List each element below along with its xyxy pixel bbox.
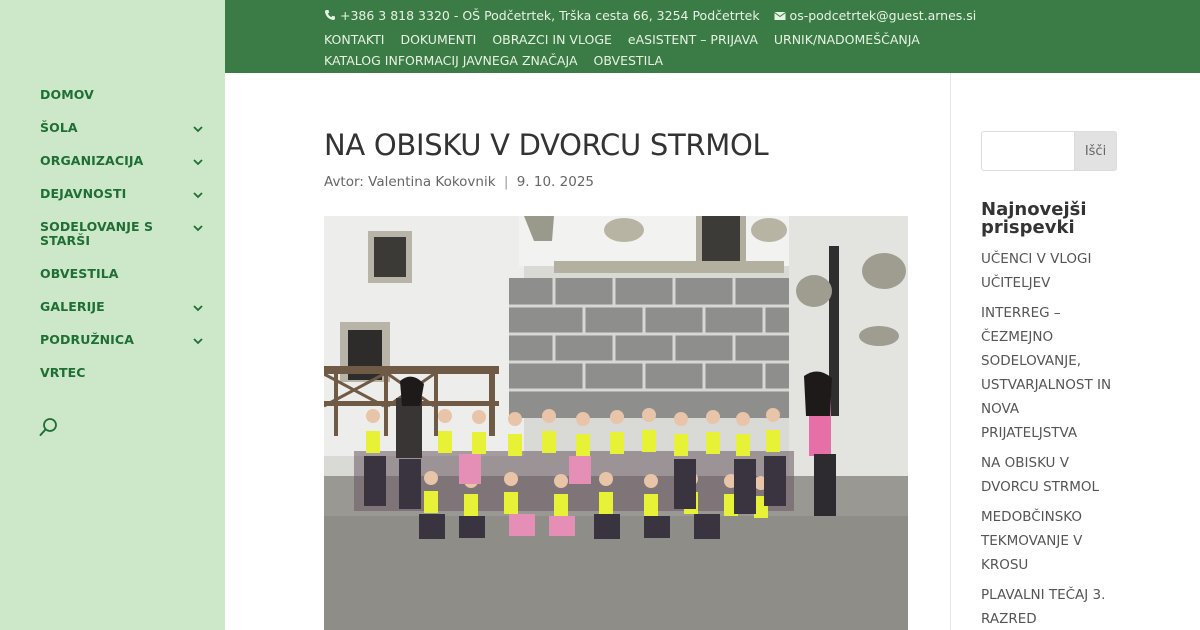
group-photo-illustration xyxy=(324,216,908,630)
recent-post-link[interactable]: INTERREG – ČEZMEJNO SODELOVANJE, USTVARJALNOST IN NOVA PRIJATELJSTVA xyxy=(981,305,1112,441)
search-input[interactable] xyxy=(981,131,1076,171)
nav-item-obvestila[interactable] xyxy=(40,267,215,300)
recent-post-link[interactable]: NA OBISKU V DVORCU STRMOL xyxy=(981,455,1100,495)
contact-email-text: os-podcetrtek@guest.arnes.si xyxy=(789,8,977,23)
main-nav xyxy=(40,88,215,399)
chevron-down-icon[interactable] xyxy=(192,303,204,313)
main-content xyxy=(225,73,950,630)
chevron-down-icon[interactable] xyxy=(192,223,204,233)
top-link-katalog[interactable]: KATALOG INFORMACIJ JAVNEGA ZNAČAJA xyxy=(324,53,578,68)
search-icon[interactable] xyxy=(38,416,60,438)
envelope-icon xyxy=(774,11,786,21)
recent-posts-list xyxy=(981,247,1116,630)
search-button[interactable]: Išči xyxy=(1074,131,1117,171)
author-prefix: Avtor: xyxy=(324,174,364,190)
contact-info xyxy=(324,8,976,23)
recent-posts-heading: Najnovejši prispevki xyxy=(981,199,1087,238)
top-link-urnik[interactable]: URNIK/NADOMEŠČANJA xyxy=(773,32,920,47)
nav-item-galerije[interactable] xyxy=(40,300,215,333)
post-title: NA OBISKU V DVORCU STRMOL xyxy=(324,128,769,162)
nav-item-label: ORGANIZACIJA xyxy=(40,153,144,168)
nav-item-podruznica[interactable] xyxy=(40,333,215,366)
top-header xyxy=(225,0,1200,73)
chevron-down-icon[interactable] xyxy=(192,190,204,200)
top-link-easistent[interactable]: eASISTENT – PRIJAVA xyxy=(627,32,758,47)
chevron-down-icon[interactable] xyxy=(192,336,204,346)
top-link-obrazci[interactable]: OBRAZCI IN VLOGE xyxy=(492,32,612,47)
post-meta xyxy=(324,174,594,190)
top-nav xyxy=(324,29,964,71)
nav-item-sola[interactable] xyxy=(40,121,215,154)
top-link-kontakti[interactable]: KONTAKTI xyxy=(324,32,385,47)
nav-item-label: ŠOLA xyxy=(40,120,78,135)
chevron-down-icon[interactable] xyxy=(192,124,204,134)
nav-item-label: OBVESTILA xyxy=(40,266,119,281)
recent-post-link[interactable]: PLAVALNI TEČAJ 3. RAZRED xyxy=(981,587,1106,627)
contact-phone-text: +386 3 818 3320 - OŠ Podčetrtek, Trška cesta 66, 3254 Podčetrtek xyxy=(339,8,760,23)
nav-item-label: PODRUŽNICA xyxy=(40,332,134,347)
nav-item-label: GALERIJE xyxy=(40,299,105,314)
nav-item-organizacija[interactable] xyxy=(40,154,215,187)
nav-item-label: VRTEC xyxy=(40,365,86,380)
recent-post-link[interactable]: UČENCI V VLOGI UČITELJEV xyxy=(981,251,1092,291)
nav-item-label: SODELOVANJE S STARŠI xyxy=(40,219,154,248)
chevron-down-icon[interactable] xyxy=(192,157,204,167)
top-link-dokumenti[interactable]: DOKUMENTI xyxy=(400,32,477,47)
author-link[interactable]: Valentina Kokovnik xyxy=(368,174,496,190)
recent-post-link[interactable]: MEDOBČINSKO TEKMOVANJE V KROSU xyxy=(981,509,1083,573)
nav-item-vrtec[interactable] xyxy=(40,366,215,399)
nav-item-dejavnosti[interactable] xyxy=(40,187,215,220)
nav-item-sodelovanje[interactable] xyxy=(40,220,215,267)
nav-item-domov[interactable] xyxy=(40,88,215,121)
meta-separator: | xyxy=(503,174,509,190)
phone-icon xyxy=(324,9,336,21)
post-featured-image[interactable] xyxy=(324,216,908,630)
post-date: 9. 10. 2025 xyxy=(516,174,594,190)
contact-email[interactable] xyxy=(774,8,977,23)
top-link-obvestila[interactable]: OBVESTILA xyxy=(593,53,664,68)
left-sidebar xyxy=(0,0,225,630)
nav-item-label: DEJAVNOSTI xyxy=(40,186,127,201)
nav-item-label: DOMOV xyxy=(40,87,94,102)
right-sidebar xyxy=(951,73,1200,630)
